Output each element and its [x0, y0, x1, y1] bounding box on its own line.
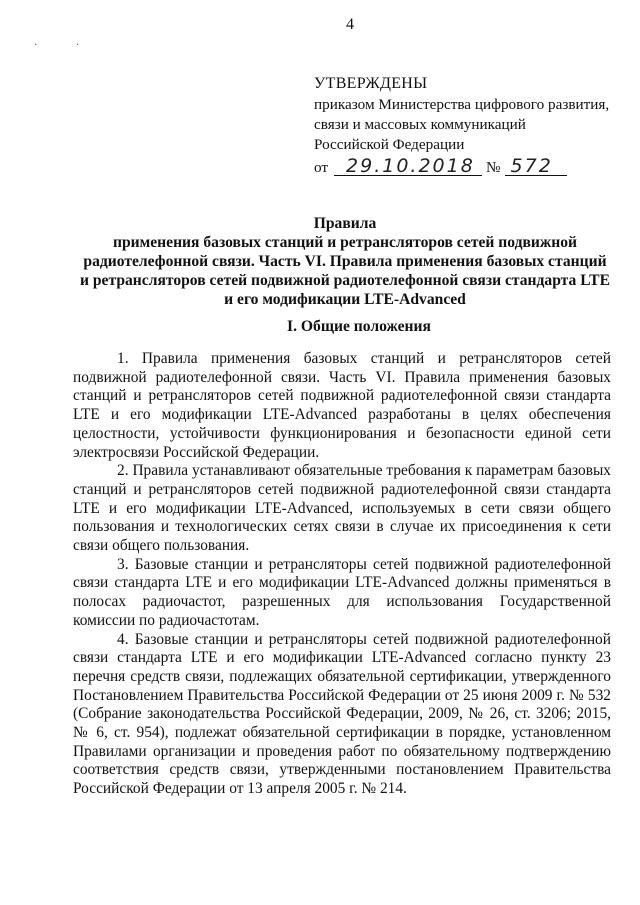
approval-title: УТВЕРЖДЕНЫ [314, 75, 428, 92]
rules-title-line-3: радиотелефонной связи. Часть VI. Правила применения базовых станций [83, 253, 607, 270]
rules-title-line-5: и его модификации LTE-Advanced [224, 291, 466, 308]
paragraph-4: 4. Базовые станции и ретрансляторы сетей подвижной радиотелефонной связи стандарта LTE и его модификации LTE-Advanced согласно пункту 23 перечня средств связи, подлежащих обязательной сертификации, утвержденного Постановлением Правительства Российской Федерации от 25 июня 2009 г. № 532 (Собрание законодательства Российской Федерации, 2009, № 26, ст. 3206; 2015, № 6, ст. 954), подлежат обязательной сертификации в порядке, установленном Правилами организации и проведения работ по обязательному подтверждению соответствия средств связи, утвержденными постановлением Правительства Российской Федерации от 13 апреля 2005 г. № 214. [73, 630, 611, 798]
approval-dateline [314, 157, 614, 178]
section-heading: I. Общие положения [287, 318, 431, 335]
approval-line-1: приказом Министерства цифрового развития, [314, 96, 610, 113]
rules-title-line-1: Правила [313, 215, 377, 232]
paragraph-1: 1. Правила применения базовых станций и ретрансляторов сетей подвижной радиотелефонной связи. Часть VI. Правила применения базовых станций и ретрансляторов сетей подвижной радиотелефонной связи стандарта LTE и его модификации LTE-Advanced разработаны в целях обеспечения целостности, устойчивости функционирования и безопасности единой сети электросвязи Российской Федерации. [73, 350, 611, 461]
rules-title [80, 214, 610, 309]
approval-line-3: Российской Федерации [314, 136, 465, 153]
approval-block [314, 74, 614, 178]
page-number: 4 [346, 16, 354, 33]
paragraph-2: 2. Правила устанавливают обязательные требования к параметрам базовых станций и ретрансляторов сетей подвижной радиотелефонной связи стандарта LTE и его модификации LTE-Advanced, используемых в сети связи общего пользования и технологических сетях связи в случае их присоединения к сети связи общего пользования. [73, 462, 611, 555]
document-body [73, 350, 611, 799]
rules-title-line-4: и ретрансляторов сетей подвижной радиотелефонной связи стандарта LTE [80, 272, 610, 289]
handwritten-date: 29.10.2018 [334, 157, 482, 176]
handwritten-number: 572 [505, 157, 567, 176]
rules-title-line-2: применения базовых станций и ретрансляторов сетей подвижной [112, 234, 577, 251]
paragraph-3: 3. Базовые станции и ретрансляторы сетей подвижной радиотелефонной связи стандарта LTE и его модификации LTE-Advanced должны применяться в полосах радиочастот, разрешенных для использования Государственной комиссии по радиочастотам. [73, 555, 611, 629]
scan-specks: · · [34, 40, 98, 51]
number-prefix: № [486, 159, 501, 176]
approval-line-2: связи и массовых коммуникаций [314, 116, 526, 133]
date-prefix: от [314, 159, 329, 176]
